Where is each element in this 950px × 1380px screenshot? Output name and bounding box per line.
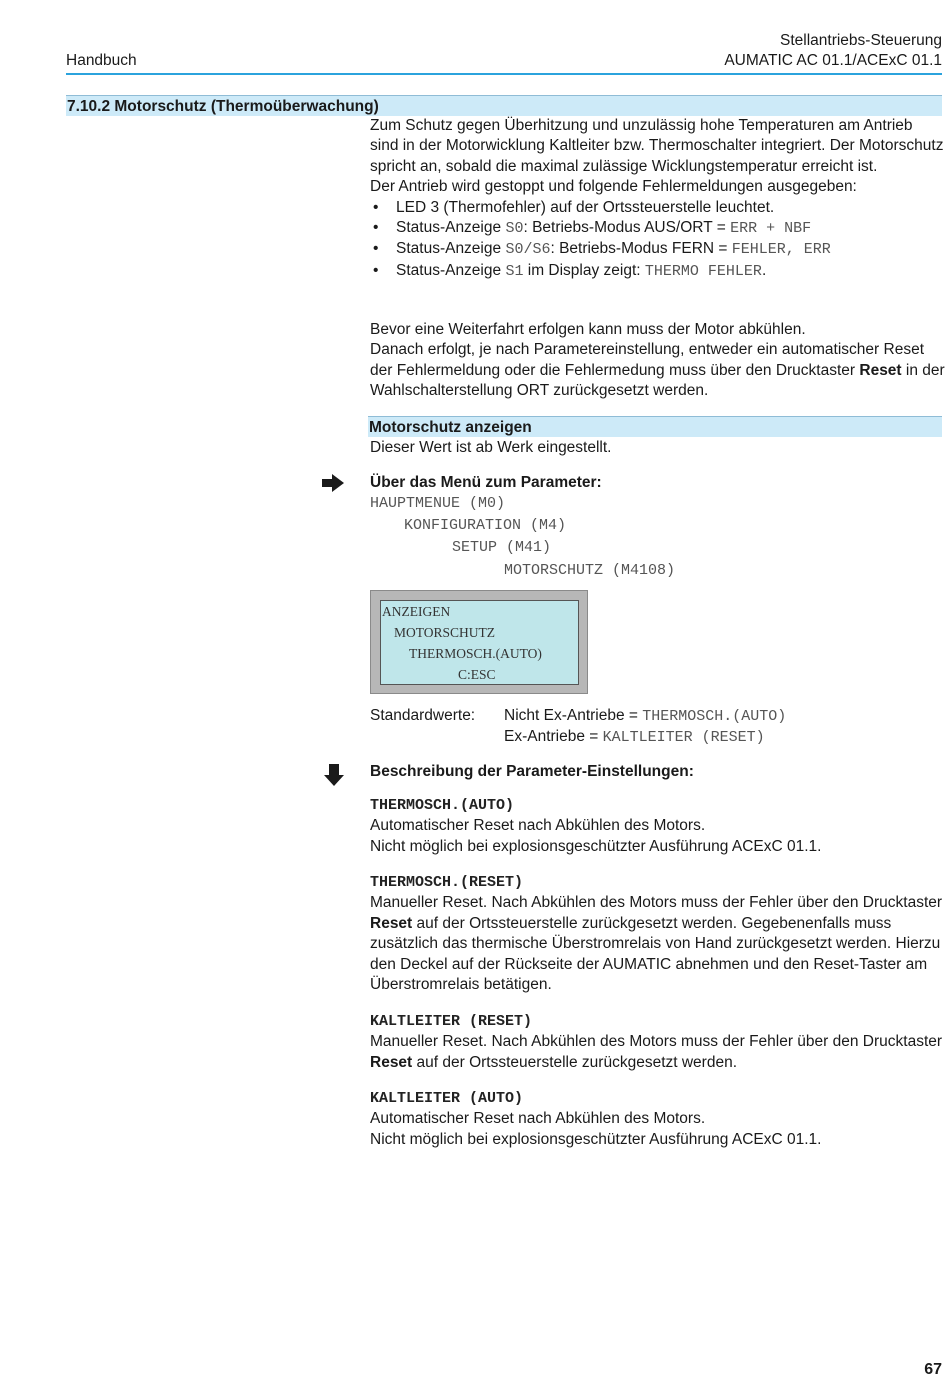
arrow-right-icon bbox=[322, 474, 344, 492]
header-right bbox=[724, 31, 942, 72]
menu-path-level-3: MOTORSCHUTZ (M4108) bbox=[504, 562, 676, 579]
param-name: THERMOSCH.(RESET) bbox=[370, 874, 524, 891]
menu-heading: Über das Menü zum Parameter: bbox=[370, 474, 602, 491]
cooling-block bbox=[370, 320, 945, 402]
intro-block bbox=[370, 116, 945, 282]
lcd-line-3: THERMOSCH.(AUTO) bbox=[409, 646, 542, 661]
section-title: 7.10.2 Motorschutz (Thermoüberwachung) bbox=[67, 98, 379, 115]
arrow-down-icon bbox=[324, 764, 344, 786]
default-ex: Ex-Antriebe = KALTLEITER (RESET) bbox=[504, 728, 765, 747]
header-rule bbox=[66, 73, 942, 75]
header-title-line1: Stellantriebs-Steuerung bbox=[780, 32, 942, 49]
description-heading: Beschreibung der Parameter-Einstellungen: bbox=[370, 763, 694, 780]
param-kaltleiter-reset: KALTLEITER (RESET) Manueller Reset. Nach Abkühlen des Motors muss der Fehler über den Drucktaster Reset auf der Ortssteuerstelle zurückgesetzt werden. bbox=[370, 1012, 945, 1073]
param-thermosch-auto: THERMOSCH.(AUTO) Automatischer Reset nach Abkühlen des Motors. Nicht möglich bei explosionsgeschützter Ausführung ACExC 01.1. bbox=[370, 796, 945, 857]
param-name: KALTLEITER (RESET) bbox=[370, 1013, 533, 1030]
list-item: • Status-Anzeige S0/S6: Betriebs-Modus FERN = FEHLER, ERR bbox=[370, 239, 945, 260]
subsection-title: Motorschutz anzeigen bbox=[369, 419, 532, 436]
menu-path-level-0: HAUPTMENUE (M0) bbox=[370, 495, 506, 512]
defaults-values bbox=[504, 706, 786, 749]
lcd-line-2: MOTORSCHUTZ bbox=[394, 625, 496, 640]
param-kaltleiter-auto: KALTLEITER (AUTO) Automatischer Reset nach Abkühlen des Motors. Nicht möglich bei explosionsgeschützter Ausführung ACExC 01.1. bbox=[370, 1089, 945, 1150]
param-thermosch-reset: THERMOSCH.(RESET) Manueller Reset. Nach Abkühlen des Motors muss der Fehler über den Drucktaster Reset auf der Ortssteuerstelle zurückgesetzt werden. Gegebenenfalls muss zusätzlich das thermische Überstromrelais von Hand zurückgesetzt werden. Hierzu den Deckel auf der Rückseite der AUMATIC abnehmen und den Reset-Taster am Überstromrelais betätigen. bbox=[370, 873, 945, 995]
menu-path-level-1: KONFIGURATION (M4) bbox=[404, 517, 567, 534]
header-title-line2: AUMATIC AC 01.1/ACExC 01.1 bbox=[724, 52, 942, 70]
list-item: • Status-Anzeige S0: Betriebs-Modus AUS/ORT = ERR + NBF bbox=[370, 218, 945, 239]
error-list bbox=[370, 198, 945, 283]
defaults-label: Standardwerte: bbox=[370, 707, 476, 724]
header-left: Handbuch bbox=[66, 52, 137, 69]
reset-paragraph: Danach erfolgt, je nach Parametereinstellung, entweder ein automatischer Reset der Fehlermeldung oder die Fehlermedung muss über den Drucktaster Reset in der Wahlschalterstellung ORT zurückgesetzt werden. bbox=[370, 341, 945, 400]
lcd-line-4: C:ESC bbox=[458, 667, 496, 682]
factory-note: Dieser Wert ist ab Werk eingestellt. bbox=[370, 439, 612, 456]
menu-path-level-2: SETUP (M41) bbox=[452, 539, 552, 556]
param-name: KALTLEITER (AUTO) bbox=[370, 1090, 524, 1107]
list-item: • LED 3 (Thermofehler) auf der Ortssteuerstelle leuchtet. bbox=[370, 198, 945, 218]
lcd-screen bbox=[380, 600, 579, 685]
stop-paragraph: Der Antrieb wird gestoppt und folgende Fehlermeldungen ausgegeben: bbox=[370, 178, 857, 196]
default-non-ex: Nicht Ex-Antriebe = THERMOSCH.(AUTO) bbox=[504, 707, 787, 725]
lcd-display bbox=[370, 590, 588, 694]
lcd-line-1: ANZEIGEN bbox=[382, 604, 451, 619]
section-title-bar bbox=[66, 95, 942, 116]
list-item: • Status-Anzeige S1 im Display zeigt: THERMO FEHLER. bbox=[370, 261, 945, 282]
subsection-title-bar bbox=[368, 416, 942, 437]
intro-paragraph: Zum Schutz gegen Überhitzung und unzulässig hohe Temperaturen am Antrieb sind in der Motorwicklung Kaltleiter bzw. Thermoschalter integriert. Der Motorschutz spricht an, sobald die maximal zulässige Wicklungstemperatur erreicht ist. bbox=[370, 117, 944, 175]
page-number: 67 bbox=[924, 1361, 942, 1378]
param-name: THERMOSCH.(AUTO) bbox=[370, 797, 515, 814]
cooling-paragraph: Bevor eine Weiterfahrt erfolgen kann muss der Motor abkühlen. bbox=[370, 321, 806, 338]
